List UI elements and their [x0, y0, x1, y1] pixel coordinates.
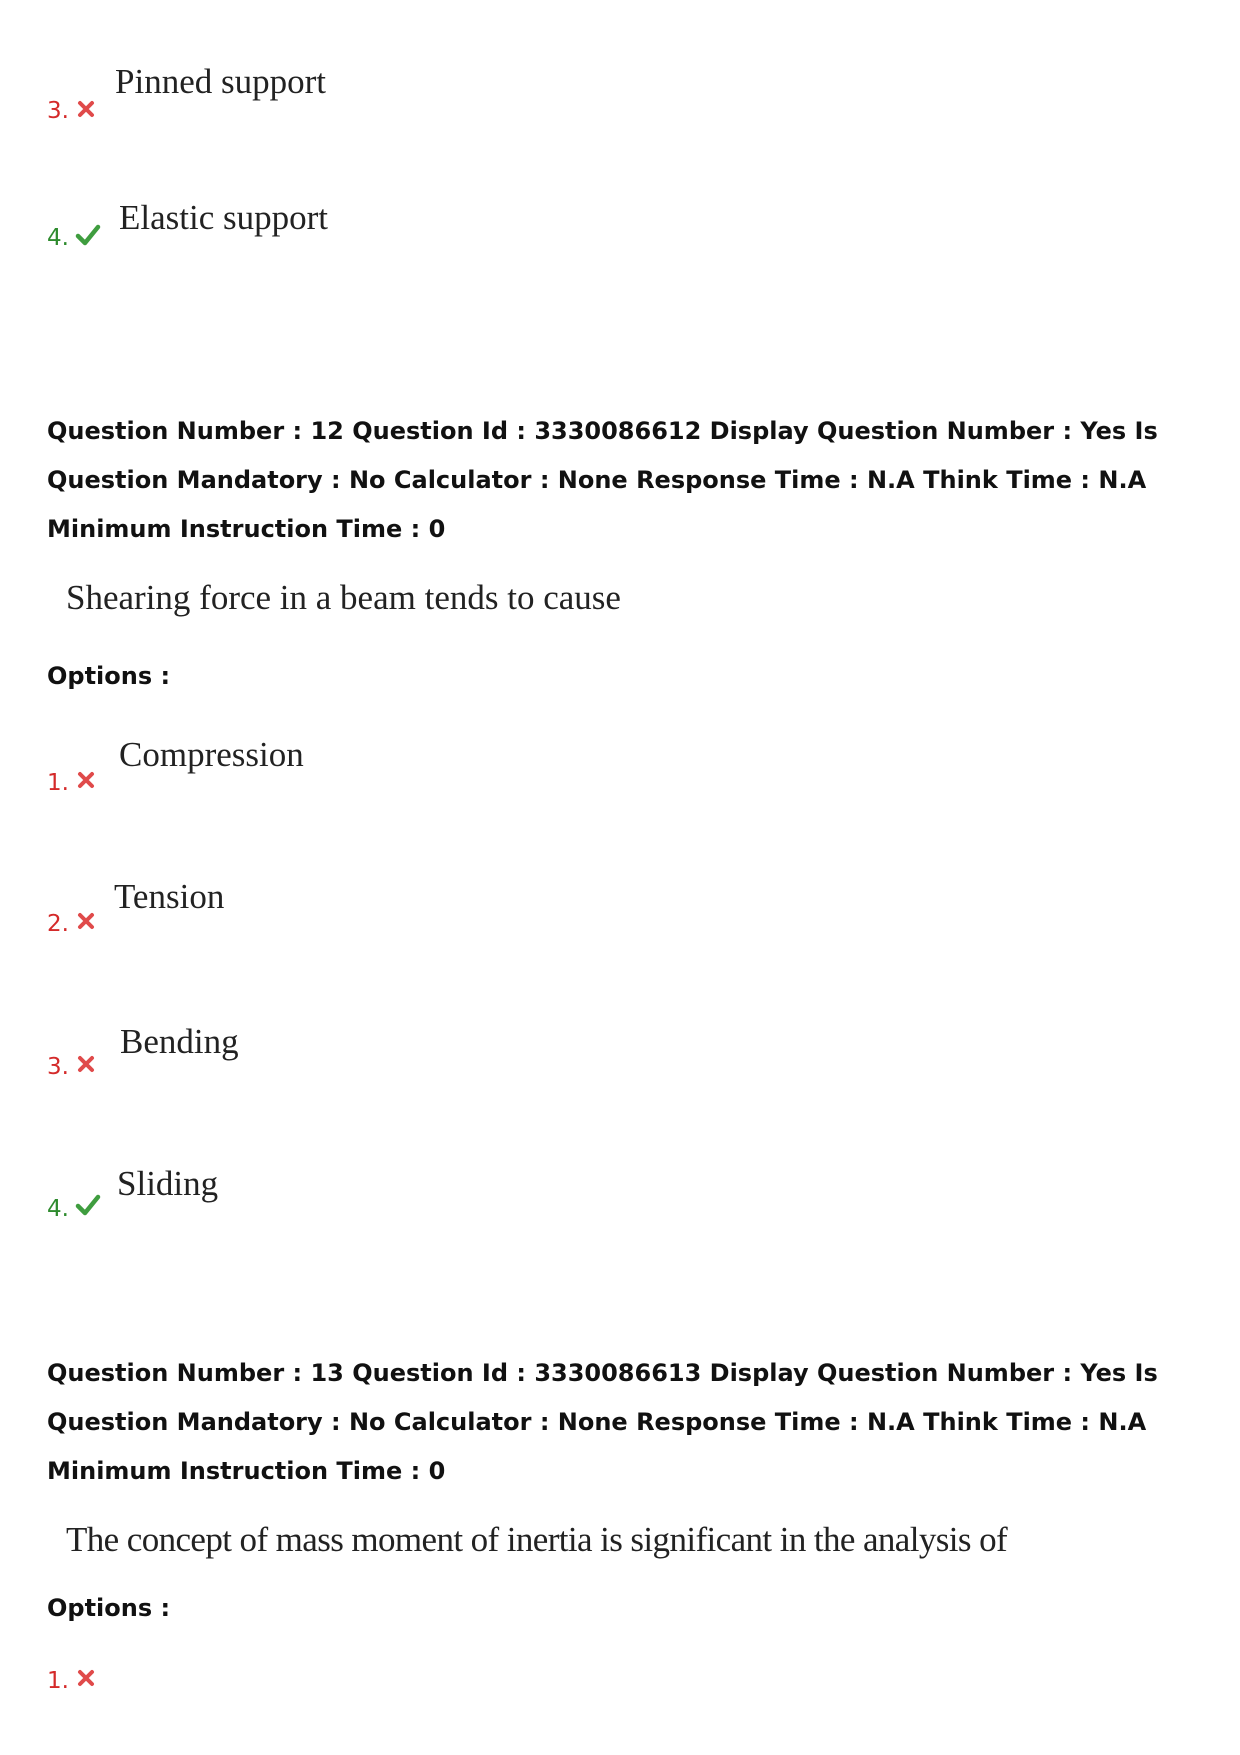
question-meta: Question Number : 12 Question Id : 3330086612 Display Question Number : Yes Is Question Mandatory : No Calculator : None Response Time : N.A Think Time : N.A Minimum Instruction Time : 0 — [47, 417, 1158, 543]
cross-icon — [75, 910, 97, 932]
option-number: 1. — [47, 770, 69, 796]
option-text: Compression — [119, 735, 304, 774]
option-number: 3. — [47, 98, 69, 124]
question-meta: Question Number : 13 Question Id : 3330086613 Display Question Number : Yes Is Question Mandatory : No Calculator : None Response Time : N.A Think Time : N.A Minimum Instruction Time : 0 — [47, 1359, 1158, 1485]
options-label: Options : — [47, 1594, 171, 1622]
option-text: Pinned support — [115, 62, 326, 101]
options-label: Options : — [47, 662, 171, 690]
cross-icon — [75, 769, 97, 791]
option-number: 1. — [47, 1668, 69, 1694]
option-number: 4. — [47, 1196, 69, 1222]
cross-icon — [75, 1667, 97, 1689]
option-number: 2. — [47, 911, 69, 937]
question-text: Shearing force in a beam tends to cause — [66, 578, 621, 617]
option-number: 4. — [47, 225, 69, 251]
check-icon — [75, 1193, 101, 1217]
option-text: Bending — [120, 1022, 239, 1061]
option-number: 3. — [47, 1054, 69, 1080]
option-text: Sliding — [117, 1164, 219, 1203]
option-text: Tension — [114, 877, 225, 916]
cross-icon — [75, 1053, 97, 1075]
cross-icon — [75, 98, 97, 120]
option-text: Elastic support — [119, 198, 328, 237]
check-icon — [75, 223, 101, 247]
question-text: The concept of mass moment of inertia is significant in the analysis of — [66, 1520, 1008, 1559]
